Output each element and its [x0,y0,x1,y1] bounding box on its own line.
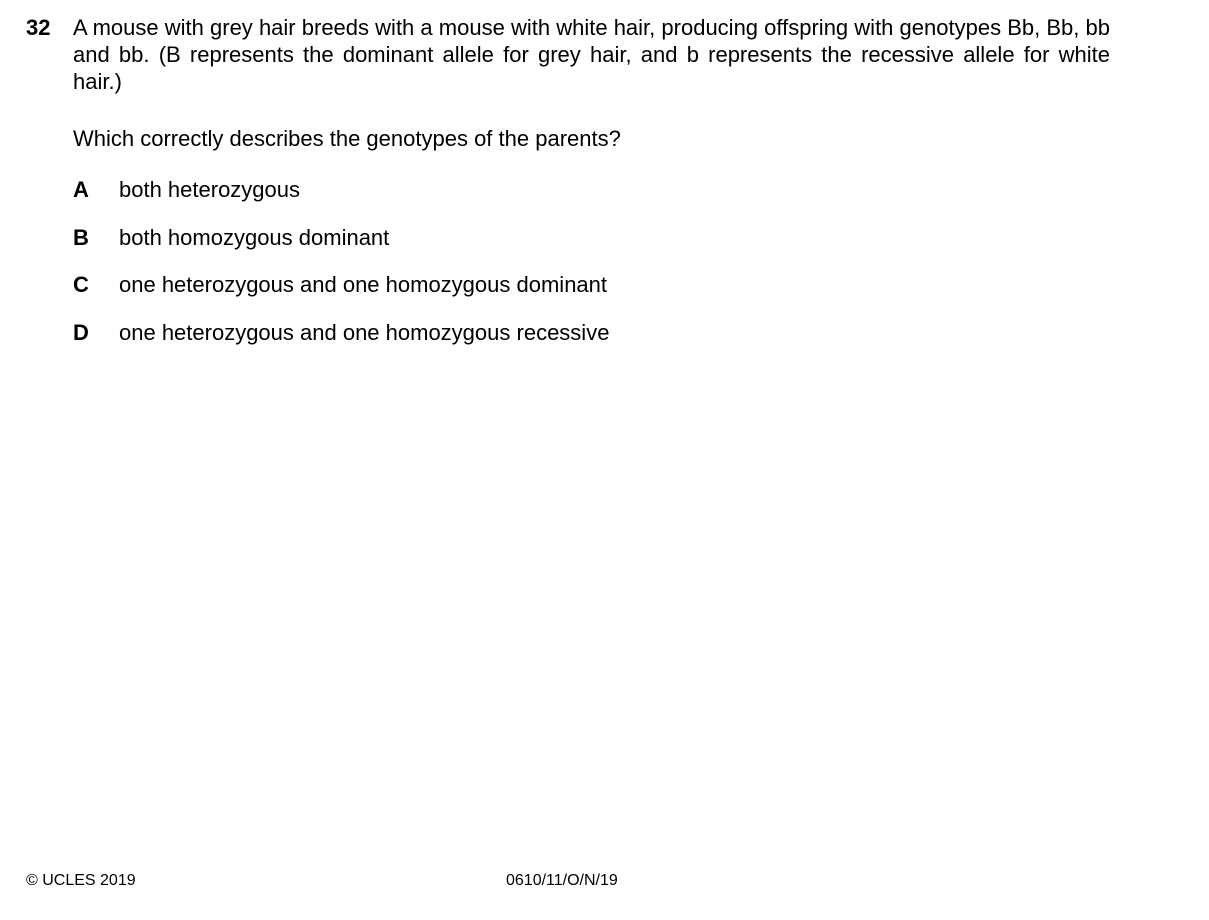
option-d[interactable] [73,319,609,367]
option-text: both heterozygous [119,177,301,202]
answer-options [73,176,609,366]
option-letter: B [73,224,89,250]
option-c[interactable] [73,271,609,319]
option-text: one heterozygous and one homozygous dominant [119,272,608,297]
option-a[interactable] [73,176,609,224]
question-number: 32 [26,15,51,40]
option-text: both homozygous dominant [119,224,390,250]
option-letter: C [73,272,89,297]
option-letter: A [73,177,89,202]
option-b[interactable] [73,224,609,272]
option-letter: D [73,319,89,345]
question-prompt: Which correctly describes the genotypes of the parents? [73,126,621,151]
option-text: one heterozygous and one homozygous recessive [119,319,610,345]
paper-code: 0610/11/O/N/19 [506,872,618,889]
copyright-notice: © UCLES 2019 [26,872,136,889]
question-stem: A mouse with grey hair breeds with a mouse with white hair, producing offspring with genotypes Bb, Bb, bb and bb. (B represents the dominant allele for grey hair, and b represents the recessive allele for white hair.) [73,15,1110,94]
